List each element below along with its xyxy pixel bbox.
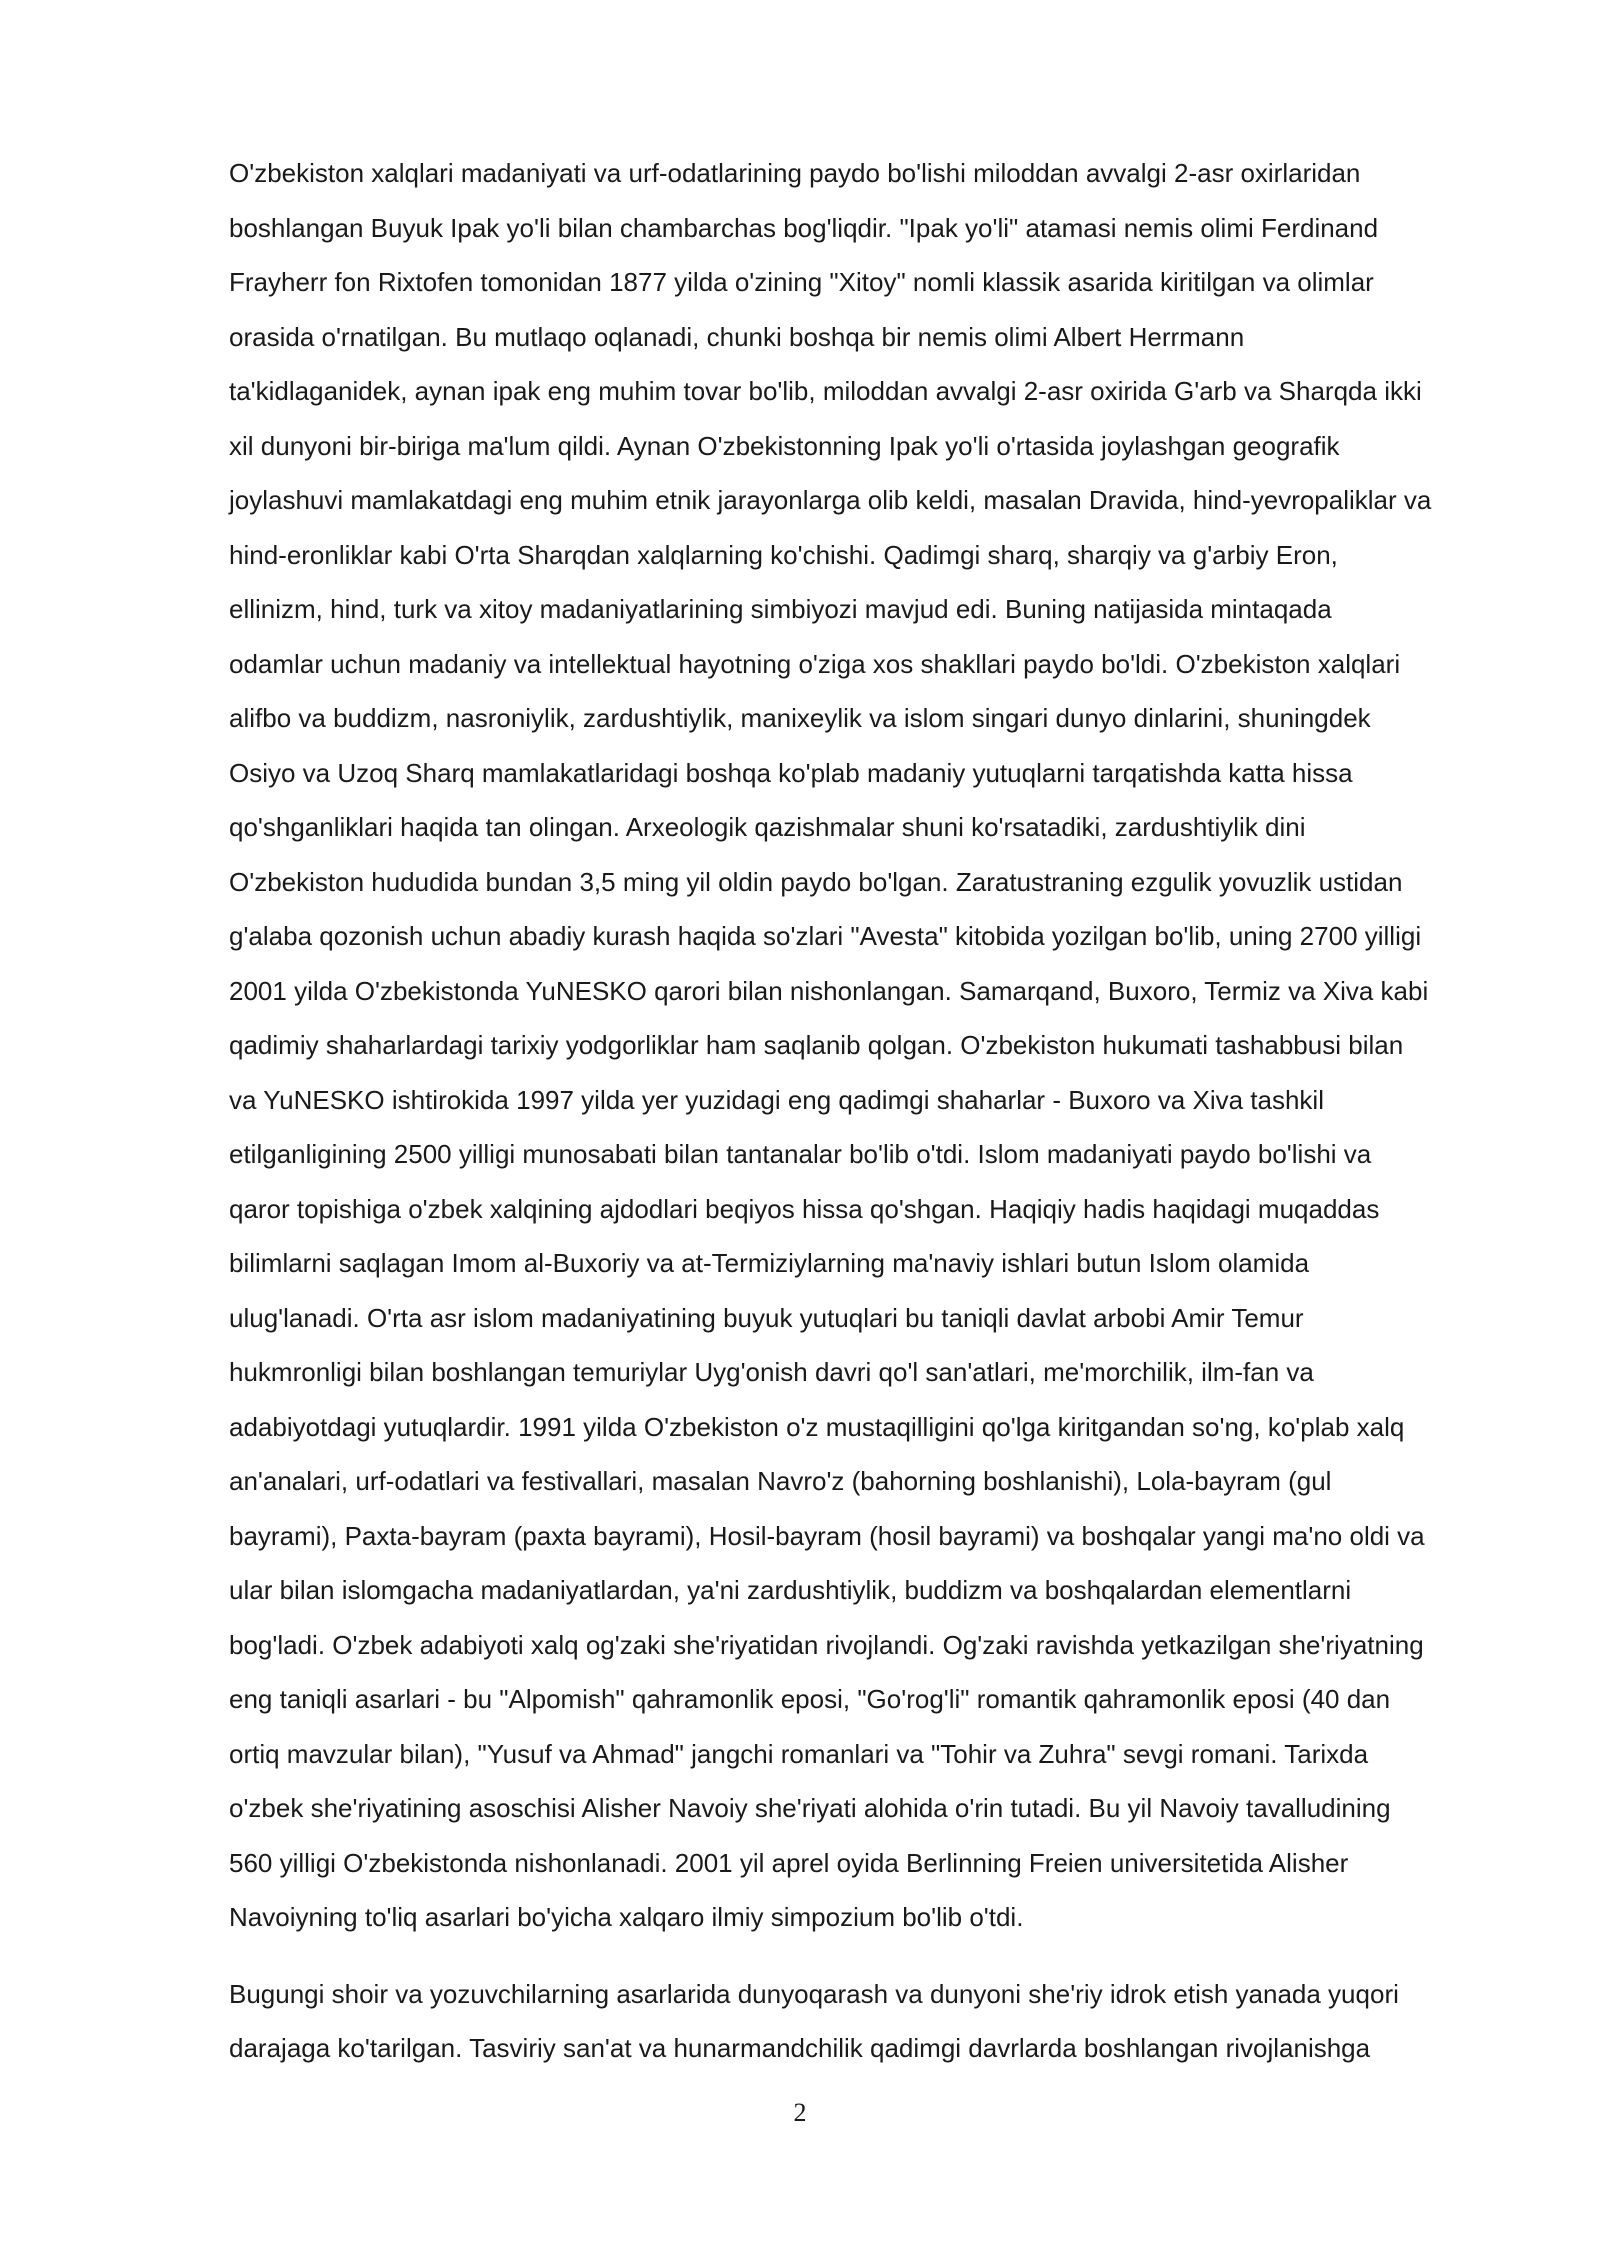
- text-line: O'zbekiston xalqlari madaniyati va urf-odatlarining paydo bo'lishi miloddan avvalgi 2-asr oxirlaridan: [229, 158, 1361, 188]
- text-line: o'zbek she'riyatining asoschisi Alisher Navoiy she'riyati alohida o'rin tutadi. Bu yil Navoiy tavalludining: [229, 1793, 1391, 1823]
- text-line: 2001 yilda O'zbekistonda YuNESKO qarori bilan nishonlangan. Samarqand, Buxoro, Termiz va Xiva kabi: [229, 975, 1429, 1006]
- text-line: orasida o'rnatilgan. Bu mutlaqo oqlanadi, chunki boshqa bir nemis olimi Albert Herrmann: [229, 321, 1245, 352]
- text-line: qadimiy shaharlardagi tarixiy yodgorliklar ham saqlanib qolgan. O'zbekiston hukumati tashabbusi bilan: [229, 1030, 1404, 1060]
- text-line: joylashuvi mamlakatdagi eng muhim etnik jarayonlarga olib keldi, masalan Dravida, hind-yevropaliklar va: [229, 485, 1432, 515]
- text-line: xil dunyoni bir-biriga ma'lum qildi. Aynan O'zbekistonning Ipak yo'li o'rtasida joylashgan geografik: [229, 430, 1340, 461]
- text-line: darajaga ko'tarilgan. Tasviriy san'at va hunarmandchilik qadimgi davrlarda boshlangan rivojlanishga: [229, 2033, 1371, 2063]
- body-text: [229, 146, 1499, 2076]
- text-line: adabiyotdagi yutuqlardir. 1991 yilda O'zbekiston o'z mustaqilligini qo'lga kiritgandan so'ng, ko'plab xalq: [229, 1411, 1405, 1442]
- text-line: Frayherr fon Rixtofen tomonidan 1877 yilda o'zining "Xitoy" nomli klassik asarida kiritilgan va olimlar: [229, 267, 1374, 297]
- text-line: etilganligining 2500 yilligi munosabati bilan tantanalar bo'lib o'tdi. Islom madaniyati paydo bo'lishi va: [229, 1139, 1372, 1169]
- text-line: ular bilan islomgacha madaniyatlardan, ya'ni zardushtiylik, buddizm va boshqalardan elementlarni: [229, 1575, 1352, 1605]
- text-line: qaror topishiga o'zbek xalqining ajdodlari beqiyos hissa qo'shgan. Haqiqiy hadis haqidagi muqaddas: [229, 1193, 1380, 1224]
- text-line: ellinizm, hind, turk va xitoy madaniyatlarining simbiyozi mavjud edi. Buning natijasida mintaqada: [229, 594, 1332, 624]
- text-line: hukmronligi bilan boshlangan temuriylar Uyg'onish davri qo'l san'atlari, me'morchilik, ilm-fan va: [229, 1357, 1314, 1387]
- text-line: Navoiyning to'liq asarlari bo'yicha xalqaro ilmiy simpozium bo'lib o'tdi.: [229, 1902, 1024, 1932]
- text-line: Bugungi shoir va yozuvchilarning asarlarida dunyoqarash va dunyoni she'riy idrok etish yanada yuqori: [229, 1978, 1399, 2009]
- text-line: g'alaba qozonish uchun abadiy kurash haqida so'zlari "Avesta" kitobida yozilgan bo'lib, uning 2700 yilligi: [229, 921, 1422, 951]
- text-line: an'analari, urf-odatlari va festivallari, masalan Navro'z (bahorning boshlanishi), Lola-bayram (gul: [229, 1466, 1332, 1496]
- text-line: ta'kidlaganidek, aynan ipak eng muhim tovar bo'lib, miloddan avvalgi 2-asr oxirida G'arb va Sharqda ikki: [229, 376, 1422, 406]
- text-line: hind-eronliklar kabi O'rta Sharqdan xalqlarning ko'chishi. Qadimgi sharq, sharqiy va g'arbiy Eron,: [229, 539, 1338, 570]
- text-line: ulug'lanadi. O'rta asr islom madaniyatining buyuk yutuqlari bu taniqli davlat arbobi Amir Temur: [229, 1302, 1304, 1333]
- text-line: eng taniqli asarlari - bu "Alpomish" qahramonlik eposi, "Go'rog'li" romantik qahramonlik eposi (40 dan: [229, 1684, 1391, 1714]
- text-line: O'zbekiston hududida bundan 3,5 ming yil oldin paydo bo'lgan. Zaratustraning ezgulik yovuzlik ustidan: [229, 866, 1403, 897]
- text-line: bog'ladi. O'zbek adabiyoti xalq og'zaki she'riyatidan rivojlandi. Og'zaki ravishda yetkazilgan she'riyatning: [229, 1629, 1424, 1660]
- paragraph: [229, 146, 1499, 1945]
- text-line: odamlar uchun madaniy va intellektual hayotning o'ziga xos shakllari paydo bo'ldi. O'zbekiston xalqlari: [229, 648, 1401, 679]
- text-line: qo'shganliklari haqida tan olingan. Arxeologik qazishmalar shuni ko'rsatadiki, zardushtiylik dini: [229, 812, 1306, 842]
- text-line: boshlangan Buyuk Ipak yo'li bilan chambarchas bog'liqdir. "Ipak yo'li" atamasi nemis olimi Ferdinand: [229, 212, 1379, 243]
- text-line: bilimlarni saqlagan Imom al-Buxoriy va at-Termiziylarning ma'naviy ishlari butun Islom olamida: [229, 1248, 1310, 1278]
- page-number: 2: [793, 2098, 807, 2127]
- text-line: Osiyo va Uzoq Sharq mamlakatlaridagi boshqa ko'plab madaniy yutuqlarni tarqatishda katta hissa: [229, 757, 1353, 788]
- text-line: alifbo va buddizm, nasroniylik, zardushtiylik, manixeylik va islom singari dunyo dinlarini, shuningdek: [229, 703, 1371, 733]
- text-line: va YuNESKO ishtirokida 1997 yilda yer yuzidagi eng qadimgi shaharlar - Buxoro va Xiva tashkil: [229, 1084, 1324, 1115]
- paragraph: [229, 1967, 1499, 2076]
- text-line: 560 yilligi O'zbekistonda nishonlanadi. 2001 yil aprel oyida Berlinning Freien universitetida Alisher: [229, 1847, 1349, 1878]
- text-line: bayrami), Paxta-bayram (paxta bayrami), Hosil-bayram (hosil bayrami) va boshqalar yangi ma'no oldi va: [229, 1520, 1425, 1551]
- paragraph-gap: [229, 1945, 1499, 1967]
- text-line: ortiq mavzular bilan), "Yusuf va Ahmad" jangchi romanlari va "Tohir va Zuhra" sevgi romani. Tarixda: [229, 1738, 1369, 1769]
